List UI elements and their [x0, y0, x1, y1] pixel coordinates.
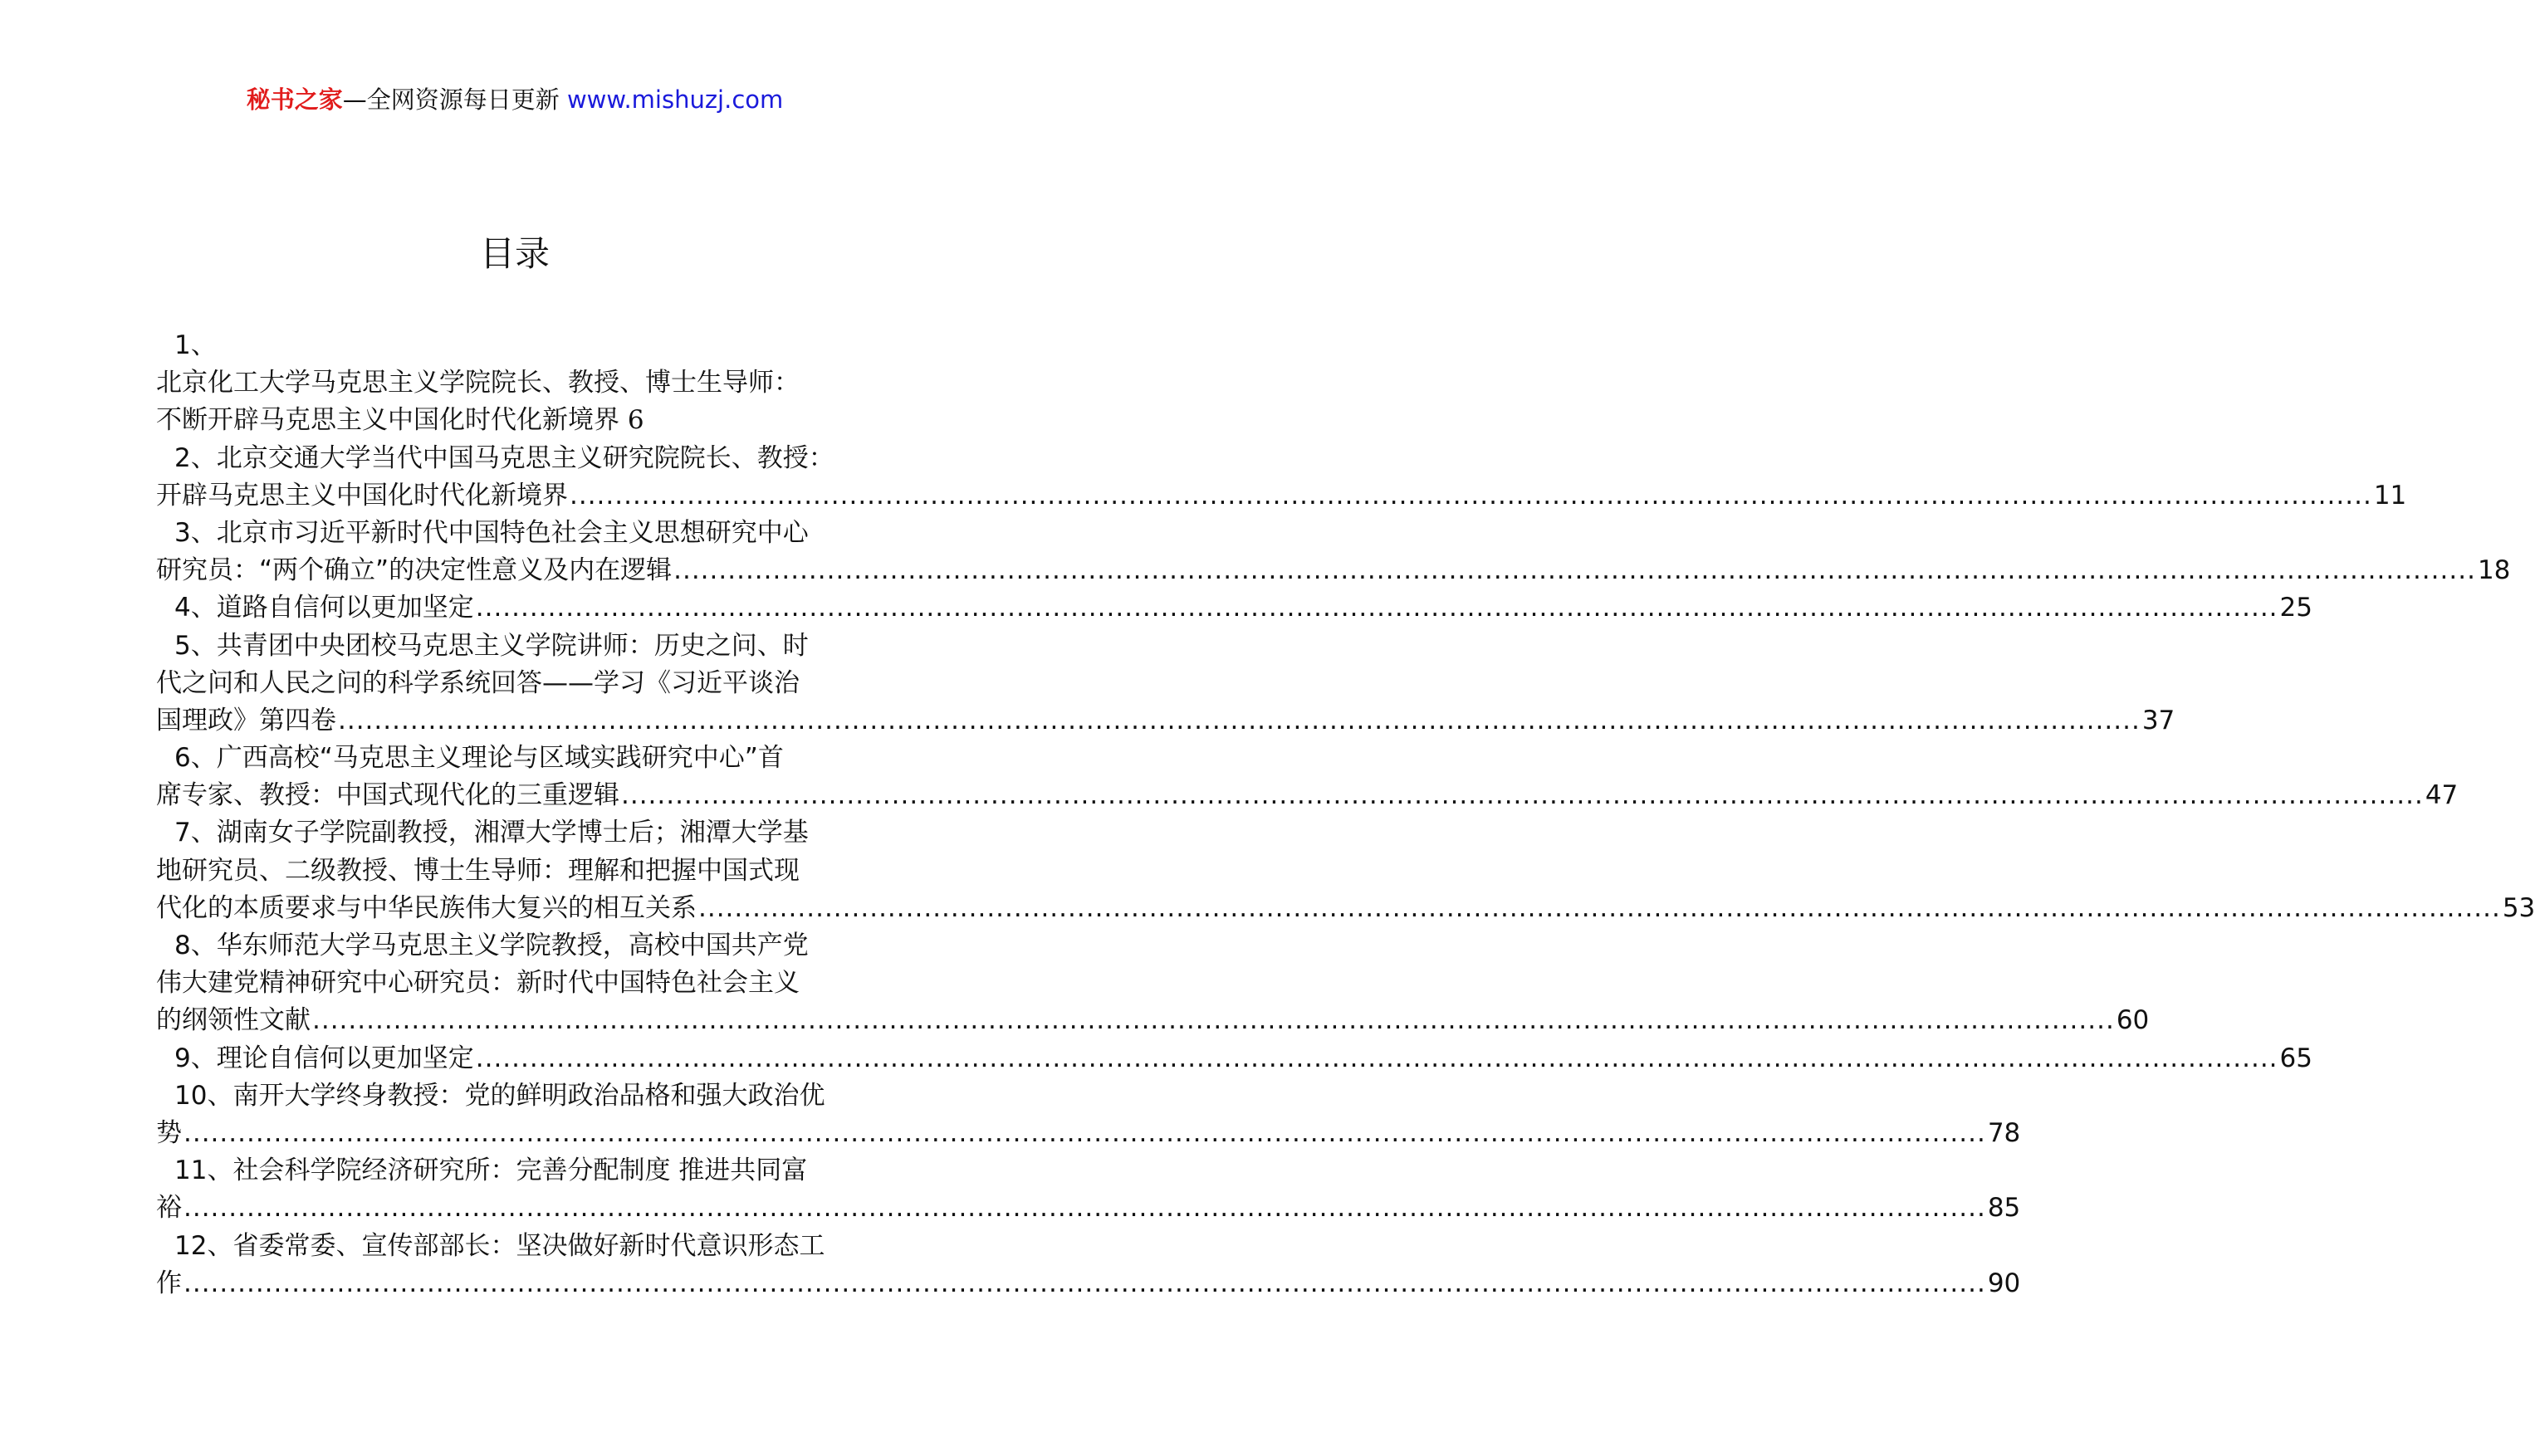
- toc-entry[interactable]: [156, 589, 2312, 627]
- toc-page-number: 60: [2116, 1005, 2150, 1036]
- toc-entry-line: [156, 327, 870, 364]
- toc-entry-text: 12、省委常委、宣传部部长：坚决做好新时代意识形态工: [174, 1230, 825, 1261]
- toc-entry-line: [156, 1190, 2021, 1227]
- toc-entry[interactable]: [156, 740, 2459, 814]
- toc-entry-line: [156, 890, 2535, 927]
- page-title: 目录: [479, 233, 550, 274]
- toc-leader-dots: ........................................................................................................................................................................................................: [312, 1005, 2115, 1036]
- toc-entry-line: [156, 1115, 2021, 1152]
- toc-entry-line: [156, 589, 2312, 627]
- toc-entry-text: 地研究员、二级教授、博士生导师：理解和把握中国式现: [156, 855, 800, 886]
- toc-entry-text: 代之问和人民之问的科学系统回答——学习《习近平谈治: [156, 667, 800, 698]
- toc-page-number: 37: [2141, 705, 2175, 735]
- toc-entry[interactable]: [156, 1228, 2021, 1302]
- toc-entry-text: 伟大建党精神研究中心研究员：新时代中国特色社会主义: [156, 968, 800, 999]
- toc-entry-line: [156, 777, 2459, 814]
- toc-entry-line: [156, 665, 870, 702]
- toc-entry-text: 10、南开大学终身教授：党的鲜明政治品格和强大政治优: [174, 1080, 825, 1111]
- toc-leader-dots: ........................................................................................................................................................................................................: [698, 892, 2501, 923]
- toc-entry-line: [156, 853, 870, 890]
- toc-leader-dots: ........................................................................................................................................................................................................: [184, 1193, 1986, 1224]
- toc-leader-dots: ........................................................................................................................................................................................................: [673, 555, 2476, 586]
- toc-page-number: 11: [2373, 480, 2407, 511]
- toc-entry-text: 开辟马克思主义中国化时代化新境界: [156, 480, 568, 511]
- toc-entry-text: 6、广西高校“马克思主义理论与区域实践研究中心”首: [174, 743, 784, 774]
- toc-entry-line: [156, 1002, 2150, 1039]
- toc-entry-line: [156, 965, 870, 1002]
- toc-entry-text: 4、道路自信何以更加坚定: [174, 593, 474, 623]
- toc-entry-line: [156, 402, 870, 439]
- toc-leader-dots: ........................................................................................................................................................................................................: [475, 593, 2278, 623]
- toc-entry-line: [156, 927, 870, 965]
- toc-entry-line: [156, 702, 2175, 740]
- toc-entry-text: 3、北京市习近平新时代中国特色社会主义思想研究中心: [174, 517, 809, 548]
- toc-entry-line: [156, 1040, 2312, 1077]
- toc-entry-line: [156, 628, 870, 665]
- toc-entry-text: 代化的本质要求与中华民族伟大复兴的相互关系: [156, 892, 697, 923]
- toc-entry-text: 北京化工大学马克思主义学院院长、教授、博士生导师：: [156, 368, 800, 398]
- toc-entry[interactable]: [156, 814, 2535, 927]
- toc-page-number: 18: [2477, 555, 2511, 586]
- toc-entry-line: [156, 1265, 2021, 1302]
- site-link[interactable]: www.mishuzj.com: [566, 86, 784, 114]
- toc-entry-line: [156, 552, 2511, 589]
- toc-entry-line: [156, 364, 870, 402]
- toc-entry-text: 研究员：“两个确立”的决定性意义及内在逻辑: [156, 555, 673, 586]
- toc-entry-text: 作: [156, 1268, 182, 1298]
- toc-entry-line: [156, 1152, 870, 1190]
- toc-entry[interactable]: [156, 440, 2407, 515]
- toc-entry[interactable]: [156, 628, 2175, 740]
- toc-page-number: 6: [627, 405, 644, 436]
- toc-entry[interactable]: [156, 515, 2511, 589]
- toc-entry-text: 势: [156, 1117, 182, 1148]
- toc-entry-text: 的纲领性文献: [156, 1005, 311, 1036]
- toc-entry[interactable]: [156, 1040, 2312, 1077]
- toc-leader-dots: ........................................................................................................................................................................................................: [475, 1043, 2278, 1073]
- toc-entry-text: 席专家、教授：中国式现代化的三重逻辑: [156, 780, 619, 811]
- brand-name: 秘书之家: [246, 86, 343, 114]
- toc-entry-text: 11、社会科学院经济研究所：完善分配制度 推进共同富: [174, 1156, 808, 1186]
- toc-leader-dots: ........................................................................................................................................................................................................: [570, 480, 2372, 511]
- toc-entry[interactable]: [156, 327, 870, 440]
- toc-page-number: 53: [2502, 892, 2535, 923]
- toc-entry-text: 2、北京交通大学当代中国马克思主义研究院院长、教授：: [174, 442, 834, 473]
- toc-entry[interactable]: [156, 927, 2150, 1040]
- toc-entry-text: 7、湖南女子学院副教授，湘潭大学博士后；湘潭大学基: [174, 818, 809, 848]
- toc-page-number: 85: [1987, 1193, 2021, 1224]
- toc-entry-text: 9、理论自信何以更加坚定: [174, 1043, 474, 1073]
- toc-entry-line: [156, 477, 2407, 515]
- toc-entry-line: [156, 1228, 870, 1265]
- toc-leader-dots: ........................................................................................................................................................................................................: [184, 1268, 1986, 1298]
- toc-entry-line: [156, 515, 870, 552]
- toc-entry[interactable]: [156, 1077, 2021, 1152]
- toc-entry-line: [156, 740, 870, 777]
- toc-entry-text: 5、共青团中央团校马克思主义学院讲师：历史之问、时: [174, 630, 809, 661]
- toc-entry-line: [156, 814, 870, 852]
- toc-page-number: 65: [2279, 1043, 2312, 1073]
- toc-entry-text: 裕: [156, 1193, 182, 1224]
- toc-entry-line: [156, 1077, 870, 1115]
- toc-spacer: [619, 402, 628, 439]
- toc-entry[interactable]: [156, 1152, 2021, 1227]
- toc-entry-text: 国理政》第四卷: [156, 705, 336, 735]
- toc-entry-text: 1、: [174, 330, 217, 360]
- toc-page-number: 78: [1987, 1117, 2021, 1148]
- toc-entry-text: 8、华东师范大学马克思主义学院教授，高校中国共产党: [174, 931, 809, 960]
- toc-page-number: 47: [2425, 780, 2459, 811]
- toc-entry-text: 不断开辟马克思主义中国化时代化新境界: [156, 405, 619, 436]
- toc-leader-dots: ........................................................................................................................................................................................................: [338, 705, 2141, 735]
- site-banner: [0, 83, 1030, 116]
- toc-page-number: 90: [1987, 1268, 2021, 1298]
- toc-leader-dots: ........................................................................................................................................................................................................: [184, 1117, 1986, 1148]
- toc-entry-line: [156, 440, 870, 477]
- toc-page-number: 25: [2279, 593, 2312, 623]
- table-of-contents: [156, 327, 2535, 1302]
- toc-leader-dots: ........................................................................................................................................................................................................: [621, 780, 2424, 811]
- banner-slogan: —全网资源每日更新: [342, 86, 560, 114]
